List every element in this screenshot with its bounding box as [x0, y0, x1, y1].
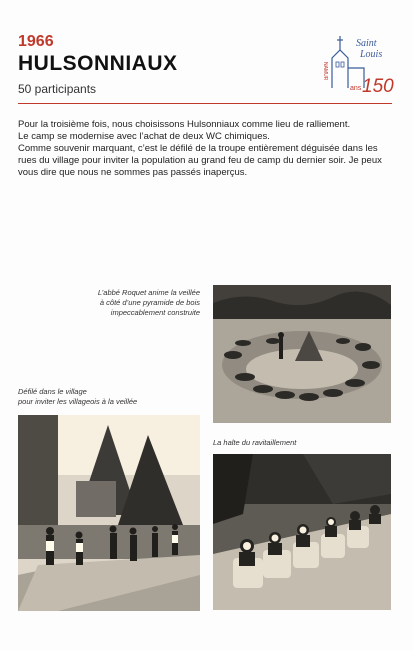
photo-defile — [18, 415, 200, 611]
caption-veillee-line-1: L’abbé Roquet anime la veillée — [97, 288, 200, 297]
caption-defile — [18, 387, 208, 407]
caption-defile-line-1: Défilé dans le village — [18, 387, 87, 396]
logo-ans-text: ans — [350, 85, 362, 92]
photo-halte — [213, 454, 391, 610]
logo-saint-text: Saint — [356, 38, 377, 49]
paragraph-1: Pour la troisième fois, nous choisissons Hulsonniaux comme lieu de ralliement. — [18, 119, 351, 130]
paragraph-3: Comme souvenir marquant, c’est le défilé de la troupe entièrement déguisée dans les rues du village pour inviter la population au grand feu de camp du dernier soir. Je peux vous dire que nous ne sommes pas passés inaperçus. — [18, 143, 382, 178]
photo-veillee — [213, 285, 391, 423]
caption-veillee-line-2: à côté d’une pyramide de bois — [99, 298, 200, 307]
caption-halte: La halte du ravitaillement — [213, 438, 297, 447]
page-title: HULSONNIAUX — [18, 52, 178, 75]
saint-louis-150-logo — [312, 32, 394, 98]
caption-veillee — [60, 288, 200, 318]
logo-namur-text: NAMUR — [322, 62, 328, 81]
header-rule — [18, 103, 392, 104]
caption-defile-line-2: pour inviter les villageois à la veillée — [18, 397, 138, 406]
caption-veillee-line-3: impeccablement construite — [110, 308, 200, 317]
logo-150-text: 150 — [362, 76, 394, 97]
year-label: 1966 — [18, 33, 54, 50]
logo-louis-text: Louis — [360, 49, 383, 60]
participants-count: 50 participants — [18, 82, 97, 96]
body-text — [18, 119, 396, 179]
paragraph-2: Le camp se modernise avec l’achat de deux WC chimiques. — [18, 131, 270, 142]
